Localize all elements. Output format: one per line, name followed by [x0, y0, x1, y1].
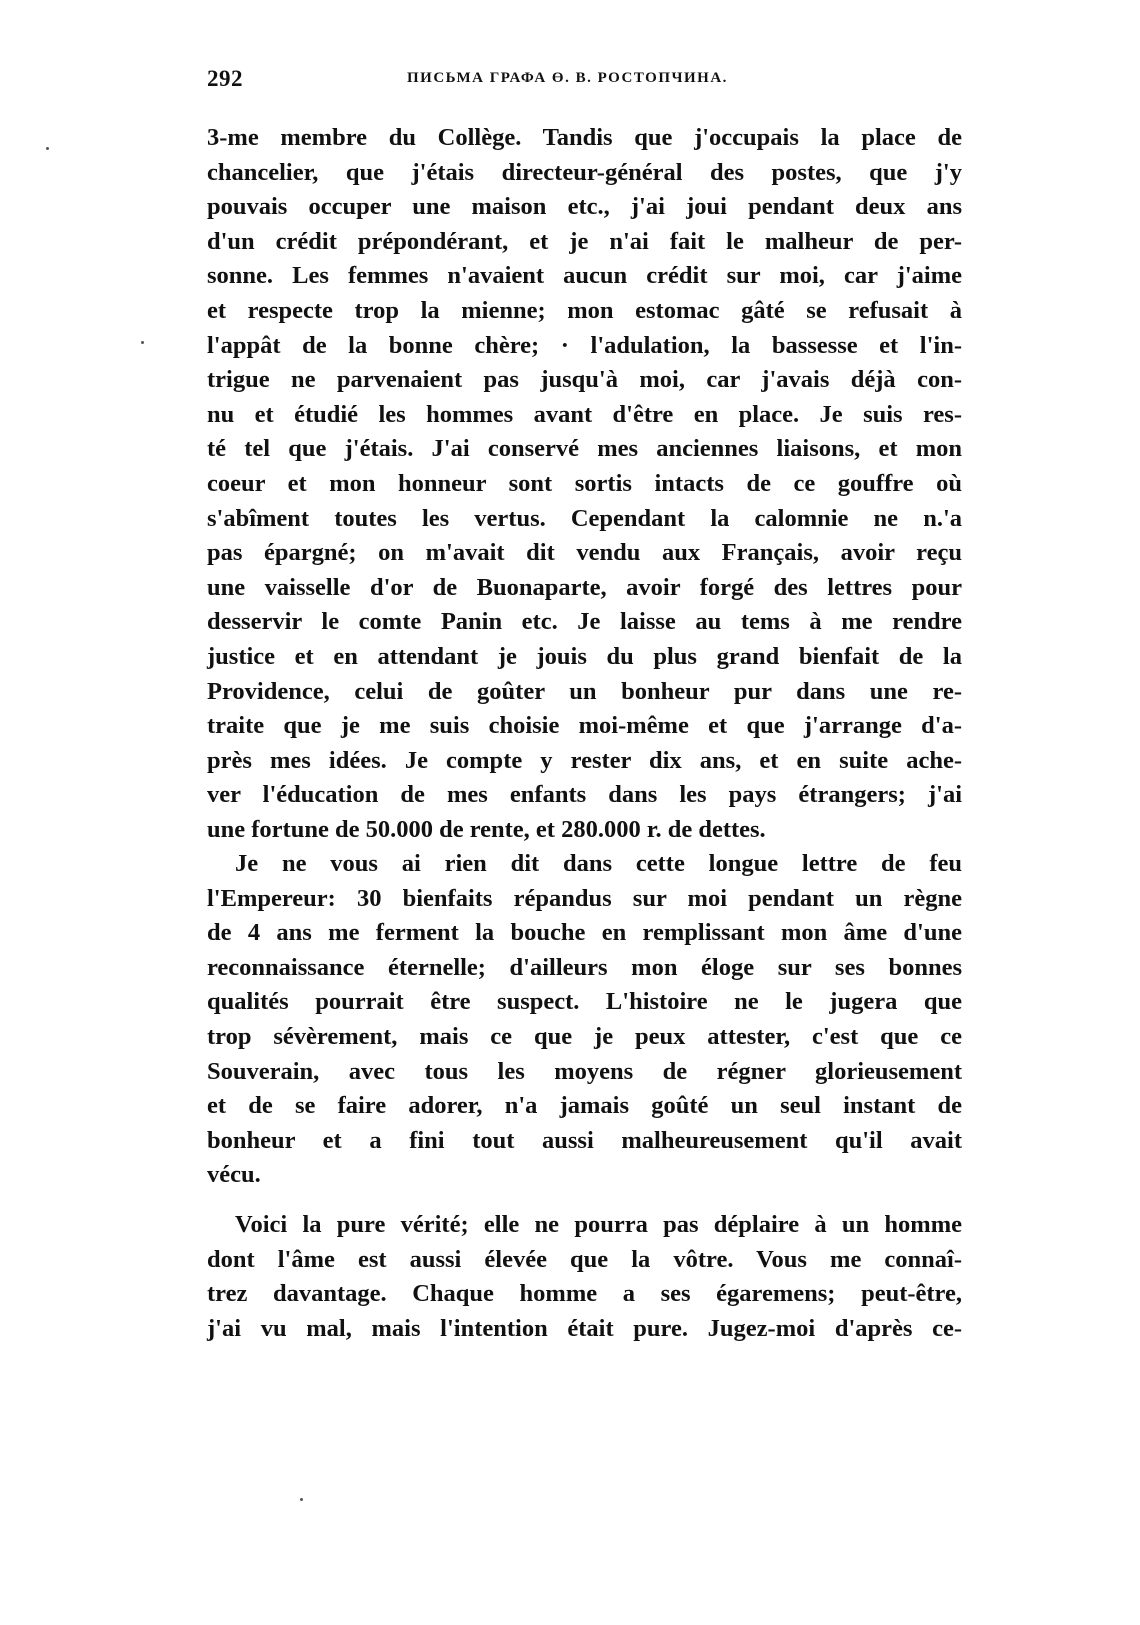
text-line: Souverain, avec tous les moyens de régner glorieusement — [207, 1057, 962, 1085]
text-line: trez davantage. Chaque homme a ses égaremens; peut-être, — [207, 1280, 962, 1308]
text-line: l'Empereur: 30 bienfaits répandus sur moi pendant un règne — [207, 884, 962, 912]
text-line: 3-me membre du Collège. Tandis que j'occupais la place de — [207, 124, 962, 151]
text-line: Je ne vous ai rien dit dans cette longue lettre de feu — [235, 850, 962, 877]
scan-speck — [300, 1498, 303, 1501]
text-line: j'ai vu mal, mais l'intention était pure. Jugez-moi d'après ce- — [207, 1314, 962, 1342]
page-number: 292 — [207, 66, 243, 91]
text-line: vécu. — [207, 1161, 261, 1189]
text-line: une vaisselle d'or de Buonaparte, avoir forgé des lettres pour — [207, 573, 962, 601]
text-line: ver l'éducation de mes enfants dans les pays étrangers; j'ai — [207, 781, 962, 809]
text-line: Voici la pure vérité; elle ne pourra pas déplaire à un homme — [235, 1211, 962, 1238]
text-line: chancelier, que j'étais directeur-général des postes, que j'y — [207, 158, 962, 186]
page-header — [207, 66, 962, 96]
text-line: Providence, celui de goûter un bonheur pur dans une re- — [207, 677, 962, 705]
scan-speck — [141, 341, 144, 344]
text-line: et respecte trop la mienne; mon estomac gâté se refusait à — [207, 296, 962, 324]
text-line: pas épargné; on m'avait dit vendu aux Français, avoir reçu — [207, 539, 962, 567]
text-line: de 4 ans me ferment la bouche en remplissant mon âme d'une — [207, 919, 962, 947]
text-line: bonheur et a fini tout aussi malheureusement qu'il avait — [207, 1126, 962, 1154]
running-head: ПИСЬМА ГРАФА Ө. В. РОСТОПЧИНА. — [407, 70, 728, 86]
paragraph-1 — [207, 121, 962, 847]
text-line: dont l'âme est aussi élevée que la vôtre. Vous me connaî- — [207, 1245, 962, 1273]
scan-speck — [46, 147, 49, 150]
text-line: l'appât de la bonne chère; · l'adulation, la bassesse et l'in- — [207, 331, 962, 359]
text-line: trop sévèrement, mais ce que je peux attester, c'est que ce — [207, 1022, 962, 1050]
text-line: sonne. Les femmes n'avaient aucun crédit sur moi, car j'aime — [207, 262, 962, 290]
text-line: pouvais occuper une maison etc., j'ai joui pendant deux ans — [207, 193, 962, 221]
text-line: et de se faire adorer, n'a jamais goûté un seul instant de — [207, 1092, 962, 1120]
text-line: nu et étudié les hommes avant d'être en place. Je suis res- — [207, 400, 962, 428]
text-line: justice et en attendant je jouis du plus grand bienfait de la — [207, 642, 962, 670]
paragraph-3 — [207, 1208, 962, 1346]
text-line: une fortune de 50.000 de rente, et 280.000 r. de dettes. — [207, 815, 766, 843]
text-line: traite que je me suis choisie moi-même et que j'arrange d'a- — [207, 712, 962, 740]
text-line: desservir le comte Panin etc. Je laisse au tems à me rendre — [207, 608, 962, 636]
paragraph-2 — [207, 847, 962, 1193]
text-line: trigue ne parvenaient pas jusqu'à moi, car j'avais déjà con- — [207, 366, 962, 394]
text-line: reconnaissance éternelle; d'ailleurs mon éloge sur ses bonnes — [207, 953, 962, 981]
text-line: qualités pourrait être suspect. L'histoire ne le jugera que — [207, 988, 962, 1016]
text-line: d'un crédit prépondérant, et je n'ai fait le malheur de per- — [207, 227, 962, 255]
text-line: près mes idées. Je compte y rester dix ans, et en suite ache- — [207, 746, 962, 774]
text-line: té tel que j'étais. J'ai conservé mes anciennes liaisons, et mon — [207, 435, 962, 463]
text-line: s'abîment toutes les vertus. Cependant la calomnie ne n.'a — [207, 504, 962, 532]
text-line: coeur et mon honneur sont sortis intacts de ce gouffre où — [207, 469, 962, 497]
